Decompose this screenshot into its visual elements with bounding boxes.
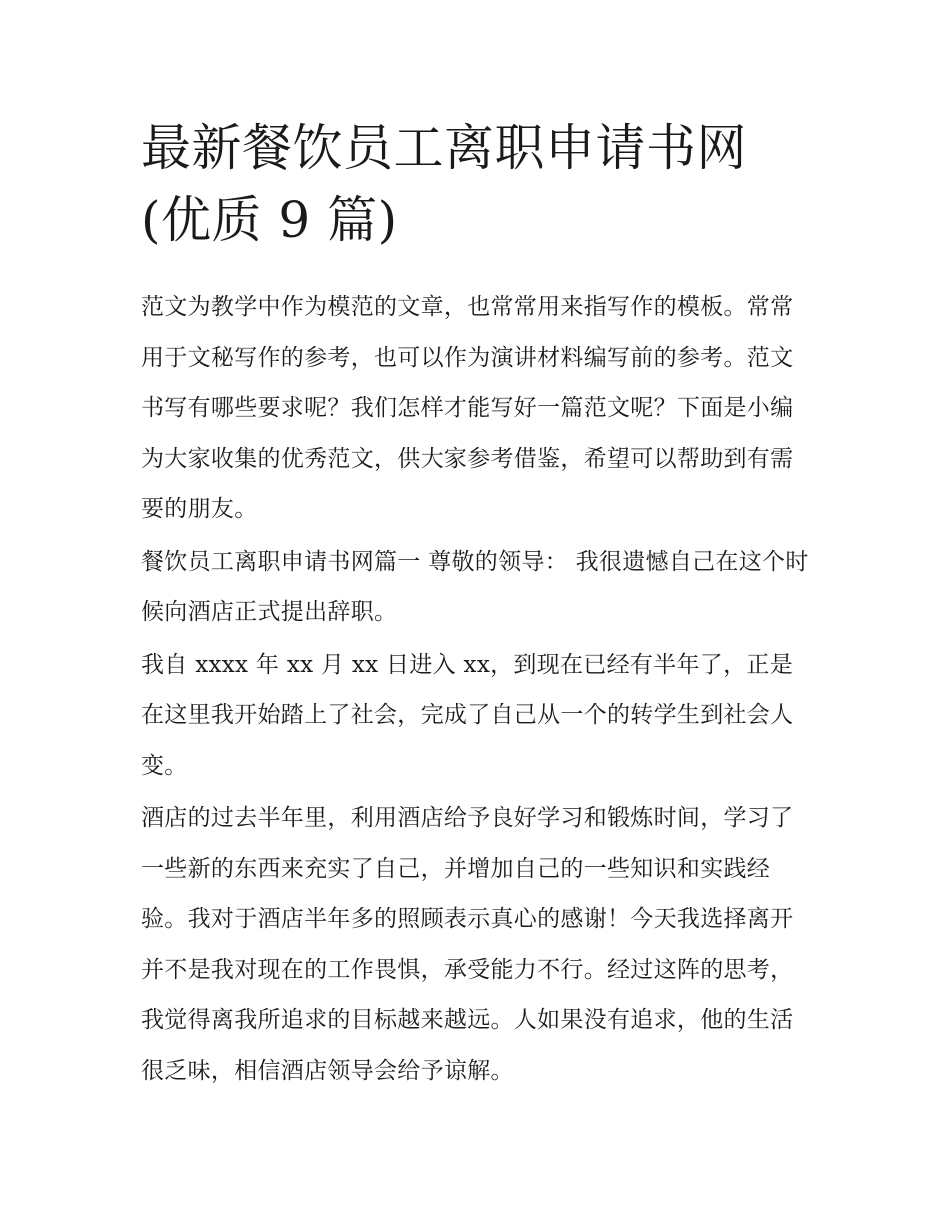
document-title: 最新餐饮员工离职申请书网(优质 9 篇): [141, 119, 747, 249]
paragraph-entry-date: 我自 xxxx 年 xx 月 xx 日进入 xx，到现在已经有半年了，正是在这里我开始踏上了社会，完成了自己从一个的转学生到社会人变。: [141, 651, 794, 779]
paragraph-intro: 范文为教学中作为模范的文章，也常常用来指写作的模板。常常用于文秘写作的参考，也可以作为演讲材料编写前的参考。范文书写有哪些要求呢？我们怎样才能写好一篇范文呢？下面是小编为大家收集的优秀范文，供大家参考借鉴，希望可以帮助到有需要的朋友。: [141, 294, 794, 522]
paragraph-greeting: 餐饮员工离职申请书网篇一 尊敬的领导： 我很遗憾自己在这个时候向酒店正式提出辞职。: [141, 548, 809, 625]
paragraph-reason: 酒店的过去半年里，利用酒店给予良好学习和锻炼时间，学习了一些新的东西来充实了自己，并增加自己的一些知识和实践经验。我对于酒店半年多的照顾表示真心的感谢！今天我选择离开并不是我对现在的工作畏惧，承受能力不行。经过这阵的思考，我觉得离我所追求的目标越来越远。人如果没有追求，他的生活很乏味，相信酒店领导会给予谅解。: [141, 805, 794, 1084]
document-page: [141, 112, 813, 1098]
